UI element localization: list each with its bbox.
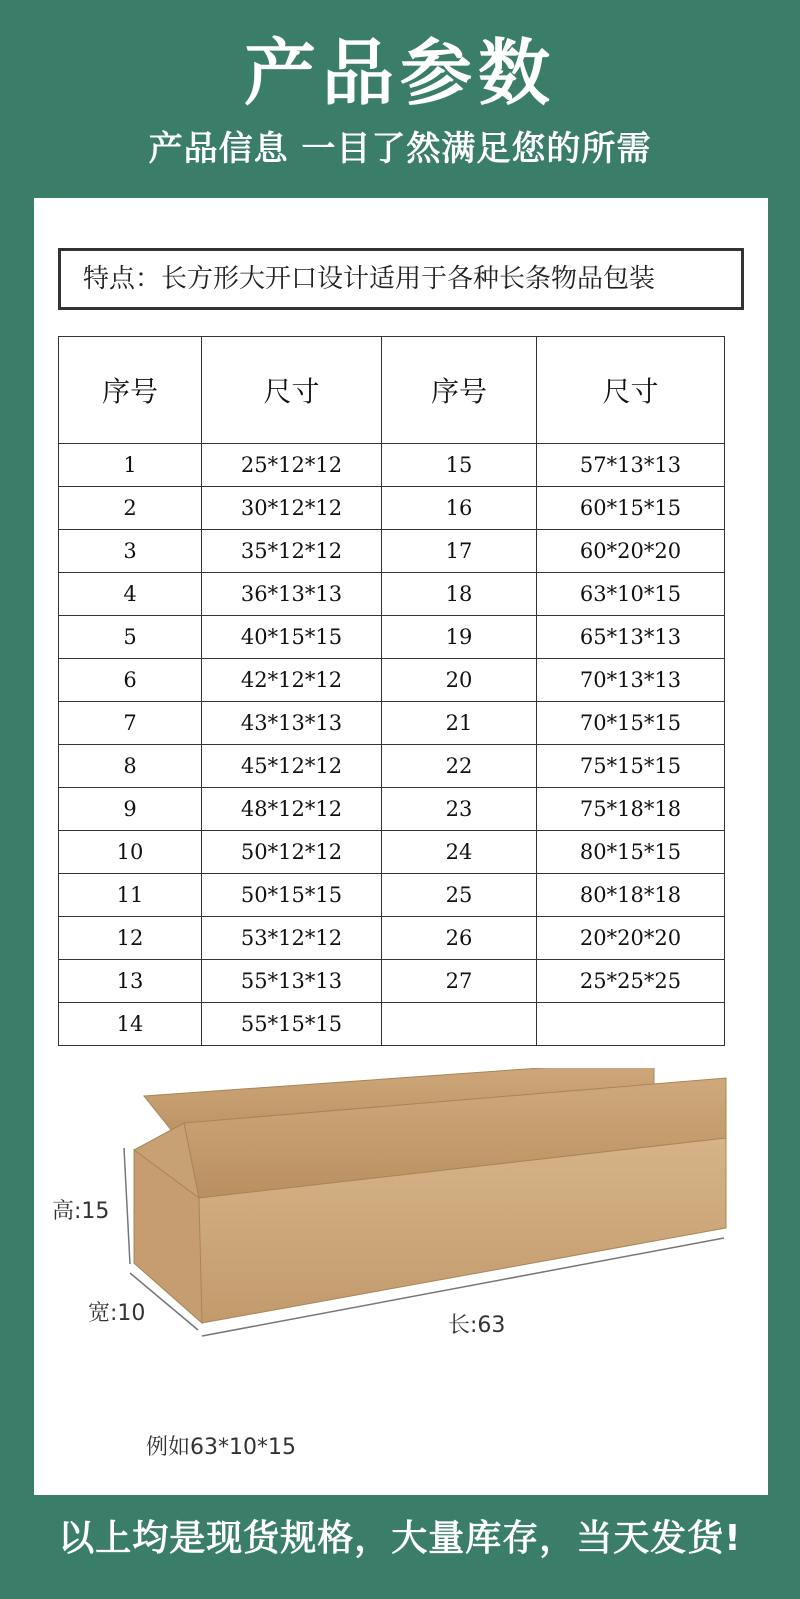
- cell-size: 60*20*20: [537, 530, 725, 573]
- cell-index: 1: [59, 444, 202, 487]
- cell-size: 80*18*18: [537, 874, 725, 917]
- cell-index: 17: [382, 530, 537, 573]
- content-card: [34, 198, 768, 1495]
- page-title: 产品参数: [243, 31, 556, 115]
- table-row: [59, 659, 725, 702]
- cell-index: 27: [382, 960, 537, 1003]
- cell-size: 36*13*13: [202, 573, 382, 616]
- cell-size: 75*18*18: [537, 788, 725, 831]
- cell-size: 48*12*12: [202, 788, 382, 831]
- cell-index: 18: [382, 573, 537, 616]
- cell-size: 53*12*12: [202, 917, 382, 960]
- cell-size: 50*15*15: [202, 874, 382, 917]
- length-label: 长:63: [448, 1313, 506, 1338]
- cell-index: 19: [382, 616, 537, 659]
- spec-table: [58, 336, 725, 1046]
- table-row: [59, 444, 725, 487]
- table-row: [59, 874, 725, 917]
- cell-index: 22: [382, 745, 537, 788]
- cell-index: [382, 1003, 537, 1046]
- cell-index: 7: [59, 702, 202, 745]
- header-size-2: 尺寸: [537, 337, 725, 444]
- cell-index: 16: [382, 487, 537, 530]
- cell-index: 24: [382, 831, 537, 874]
- cell-size: 45*12*12: [202, 745, 382, 788]
- cell-size: 40*15*15: [202, 616, 382, 659]
- header-index-1: 序号: [59, 337, 202, 444]
- cell-index: 14: [59, 1003, 202, 1046]
- table-row: [59, 831, 725, 874]
- table-row: [59, 1003, 725, 1046]
- cell-index: 20: [382, 659, 537, 702]
- cell-size: 75*15*15: [537, 745, 725, 788]
- cell-index: 8: [59, 745, 202, 788]
- cell-size: 43*13*13: [202, 702, 382, 745]
- cell-index: 9: [59, 788, 202, 831]
- cell-size: 55*13*13: [202, 960, 382, 1003]
- cell-index: 5: [59, 616, 202, 659]
- cell-index: 11: [59, 874, 202, 917]
- cell-index: 21: [382, 702, 537, 745]
- cell-size: 42*12*12: [202, 659, 382, 702]
- feature-box: 特点：长方形大开口设计适用于各种长条物品包装: [58, 248, 744, 310]
- table-row: [59, 530, 725, 573]
- cell-size: 25*12*12: [202, 444, 382, 487]
- cell-size: 20*20*20: [537, 917, 725, 960]
- box-diagram: [34, 1068, 768, 1388]
- table-row: [59, 702, 725, 745]
- cell-index: 3: [59, 530, 202, 573]
- example-text: 例如63*10*15: [146, 1435, 296, 1460]
- cell-size: 63*10*15: [537, 573, 725, 616]
- table-row: [59, 573, 725, 616]
- cell-size: 30*12*12: [202, 487, 382, 530]
- cell-size: [537, 1003, 725, 1046]
- page-subtitle: 产品信息 一目了然满足您的所需: [148, 129, 652, 169]
- cell-size: 60*15*15: [537, 487, 725, 530]
- cell-size: 25*25*25: [537, 960, 725, 1003]
- cell-size: 35*12*12: [202, 530, 382, 573]
- width-label: 宽:10: [88, 1301, 146, 1326]
- cell-size: 55*15*15: [202, 1003, 382, 1046]
- cell-size: 80*15*15: [537, 831, 725, 874]
- table-row: [59, 917, 725, 960]
- table-row: [59, 745, 725, 788]
- header-index-2: 序号: [382, 337, 537, 444]
- cell-index: 13: [59, 960, 202, 1003]
- table-row: [59, 616, 725, 659]
- cell-index: 23: [382, 788, 537, 831]
- cell-index: 10: [59, 831, 202, 874]
- cell-index: 26: [382, 917, 537, 960]
- height-label: 高:15: [52, 1199, 110, 1224]
- cell-size: 70*15*15: [537, 702, 725, 745]
- cell-index: 6: [59, 659, 202, 702]
- cell-index: 2: [59, 487, 202, 530]
- cell-size: 57*13*13: [537, 444, 725, 487]
- cardboard-box-illustration: [34, 1068, 768, 1388]
- table-row: [59, 788, 725, 831]
- header-size-1: 尺寸: [202, 337, 382, 444]
- cell-index: 4: [59, 573, 202, 616]
- cell-index: 12: [59, 917, 202, 960]
- cell-size: 65*13*13: [537, 616, 725, 659]
- table-header-row: [59, 337, 725, 444]
- table-row: [59, 960, 725, 1003]
- cell-size: 70*13*13: [537, 659, 725, 702]
- cell-index: 15: [382, 444, 537, 487]
- cell-index: 25: [382, 874, 537, 917]
- table-row: [59, 487, 725, 530]
- cell-size: 50*12*12: [202, 831, 382, 874]
- footer-banner: 以上均是现货规格，大量库存，当天发货!: [58, 1518, 742, 1559]
